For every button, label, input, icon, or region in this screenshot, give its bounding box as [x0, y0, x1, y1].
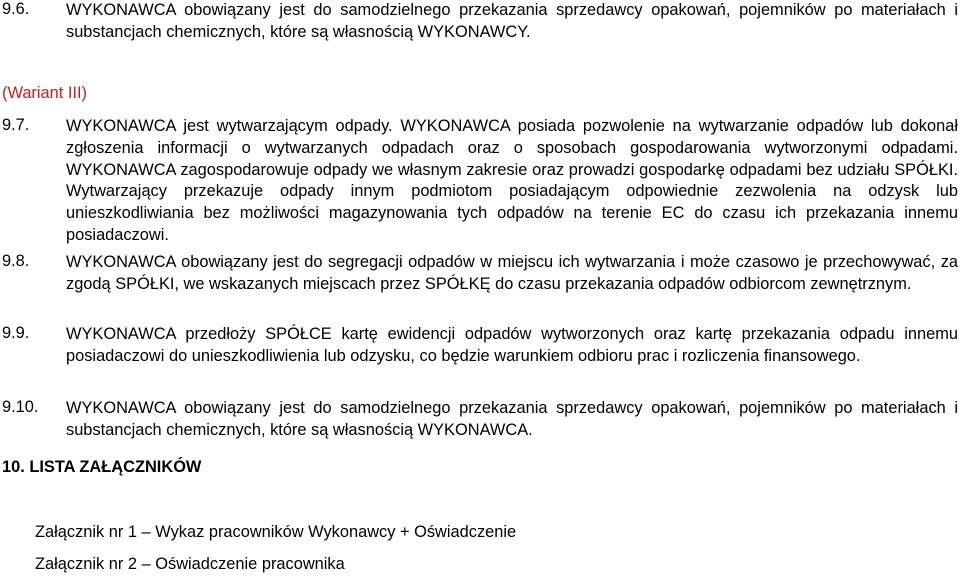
section-number: 9.8.	[2, 252, 30, 270]
section-text: WYKONAWCA jest wytwarzającym odpady. WYKONAWCA posiada pozwolenie na wytwarzanie odpadów lub dokonał zgłoszenia informacji o wytwarzanych odpadach oraz o sposobach gospodarowania wytworzonymi odpadami. WYKONAWCA zagospodarowuje odpady we własnym zakresie oraz prowadzi gospodarkę odpadami bez udziału SPÓŁKI. Wytwarzający przekazuje odpady innym podmiotom posiadającym odpowiednie zezwolenia na odzysk lub unieszkodliwiania bez możliwości magazynowania tych odpadów na terenie EC do czasu ich przekazania innemu posiadaczowi.	[66, 117, 958, 244]
annex-item-2: Załącznik nr 2 – Oświadczenie pracownika	[35, 555, 345, 573]
variant-label: (Wariant III)	[2, 84, 87, 102]
annex-list-heading: 10. LISTA ZAŁĄCZNIKÓW	[2, 458, 202, 476]
section-text: WYKONAWCA obowiązany jest do samodzielnego przekazania sprzedawcy opakowań, pojemników po materiałach i substancjach chemicznych, które są własnością WYKONAWCY.	[66, 1, 958, 41]
annex-item-1: Załącznik nr 1 – Wykaz pracowników Wykonawcy + Oświadczenie	[35, 523, 517, 541]
section-number: 9.7.	[2, 116, 30, 134]
section-number: 9.6.	[2, 0, 30, 18]
section-number: 9.10.	[2, 398, 39, 416]
section-text: WYKONAWCA obowiązany jest do samodzielnego przekazania sprzedawcy opakowań, pojemników po materiałach i substancjach chemicznych, które są własnością WYKONAWCA.	[66, 399, 958, 439]
section-number: 9.9.	[2, 324, 30, 342]
section-text: WYKONAWCA obowiązany jest do segregacji odpadów w miejscu ich wytwarzania i może czasowo je przechowywać, za zgodą SPÓŁKI, we wskazanych miejscach przez SPÓŁKĘ do czasu przekazania odpadów odbiorcom zewnętrznym.	[66, 253, 958, 293]
section-text: WYKONAWCA przedłoży SPÓŁCE kartę ewidencji odpadów wytworzonych oraz kartę przekazania odpadu innemu posiadaczowi do unieszkodliwienia lub odzysku, co będzie warunkiem odbioru prac i rozliczenia finansowego.	[66, 325, 958, 365]
